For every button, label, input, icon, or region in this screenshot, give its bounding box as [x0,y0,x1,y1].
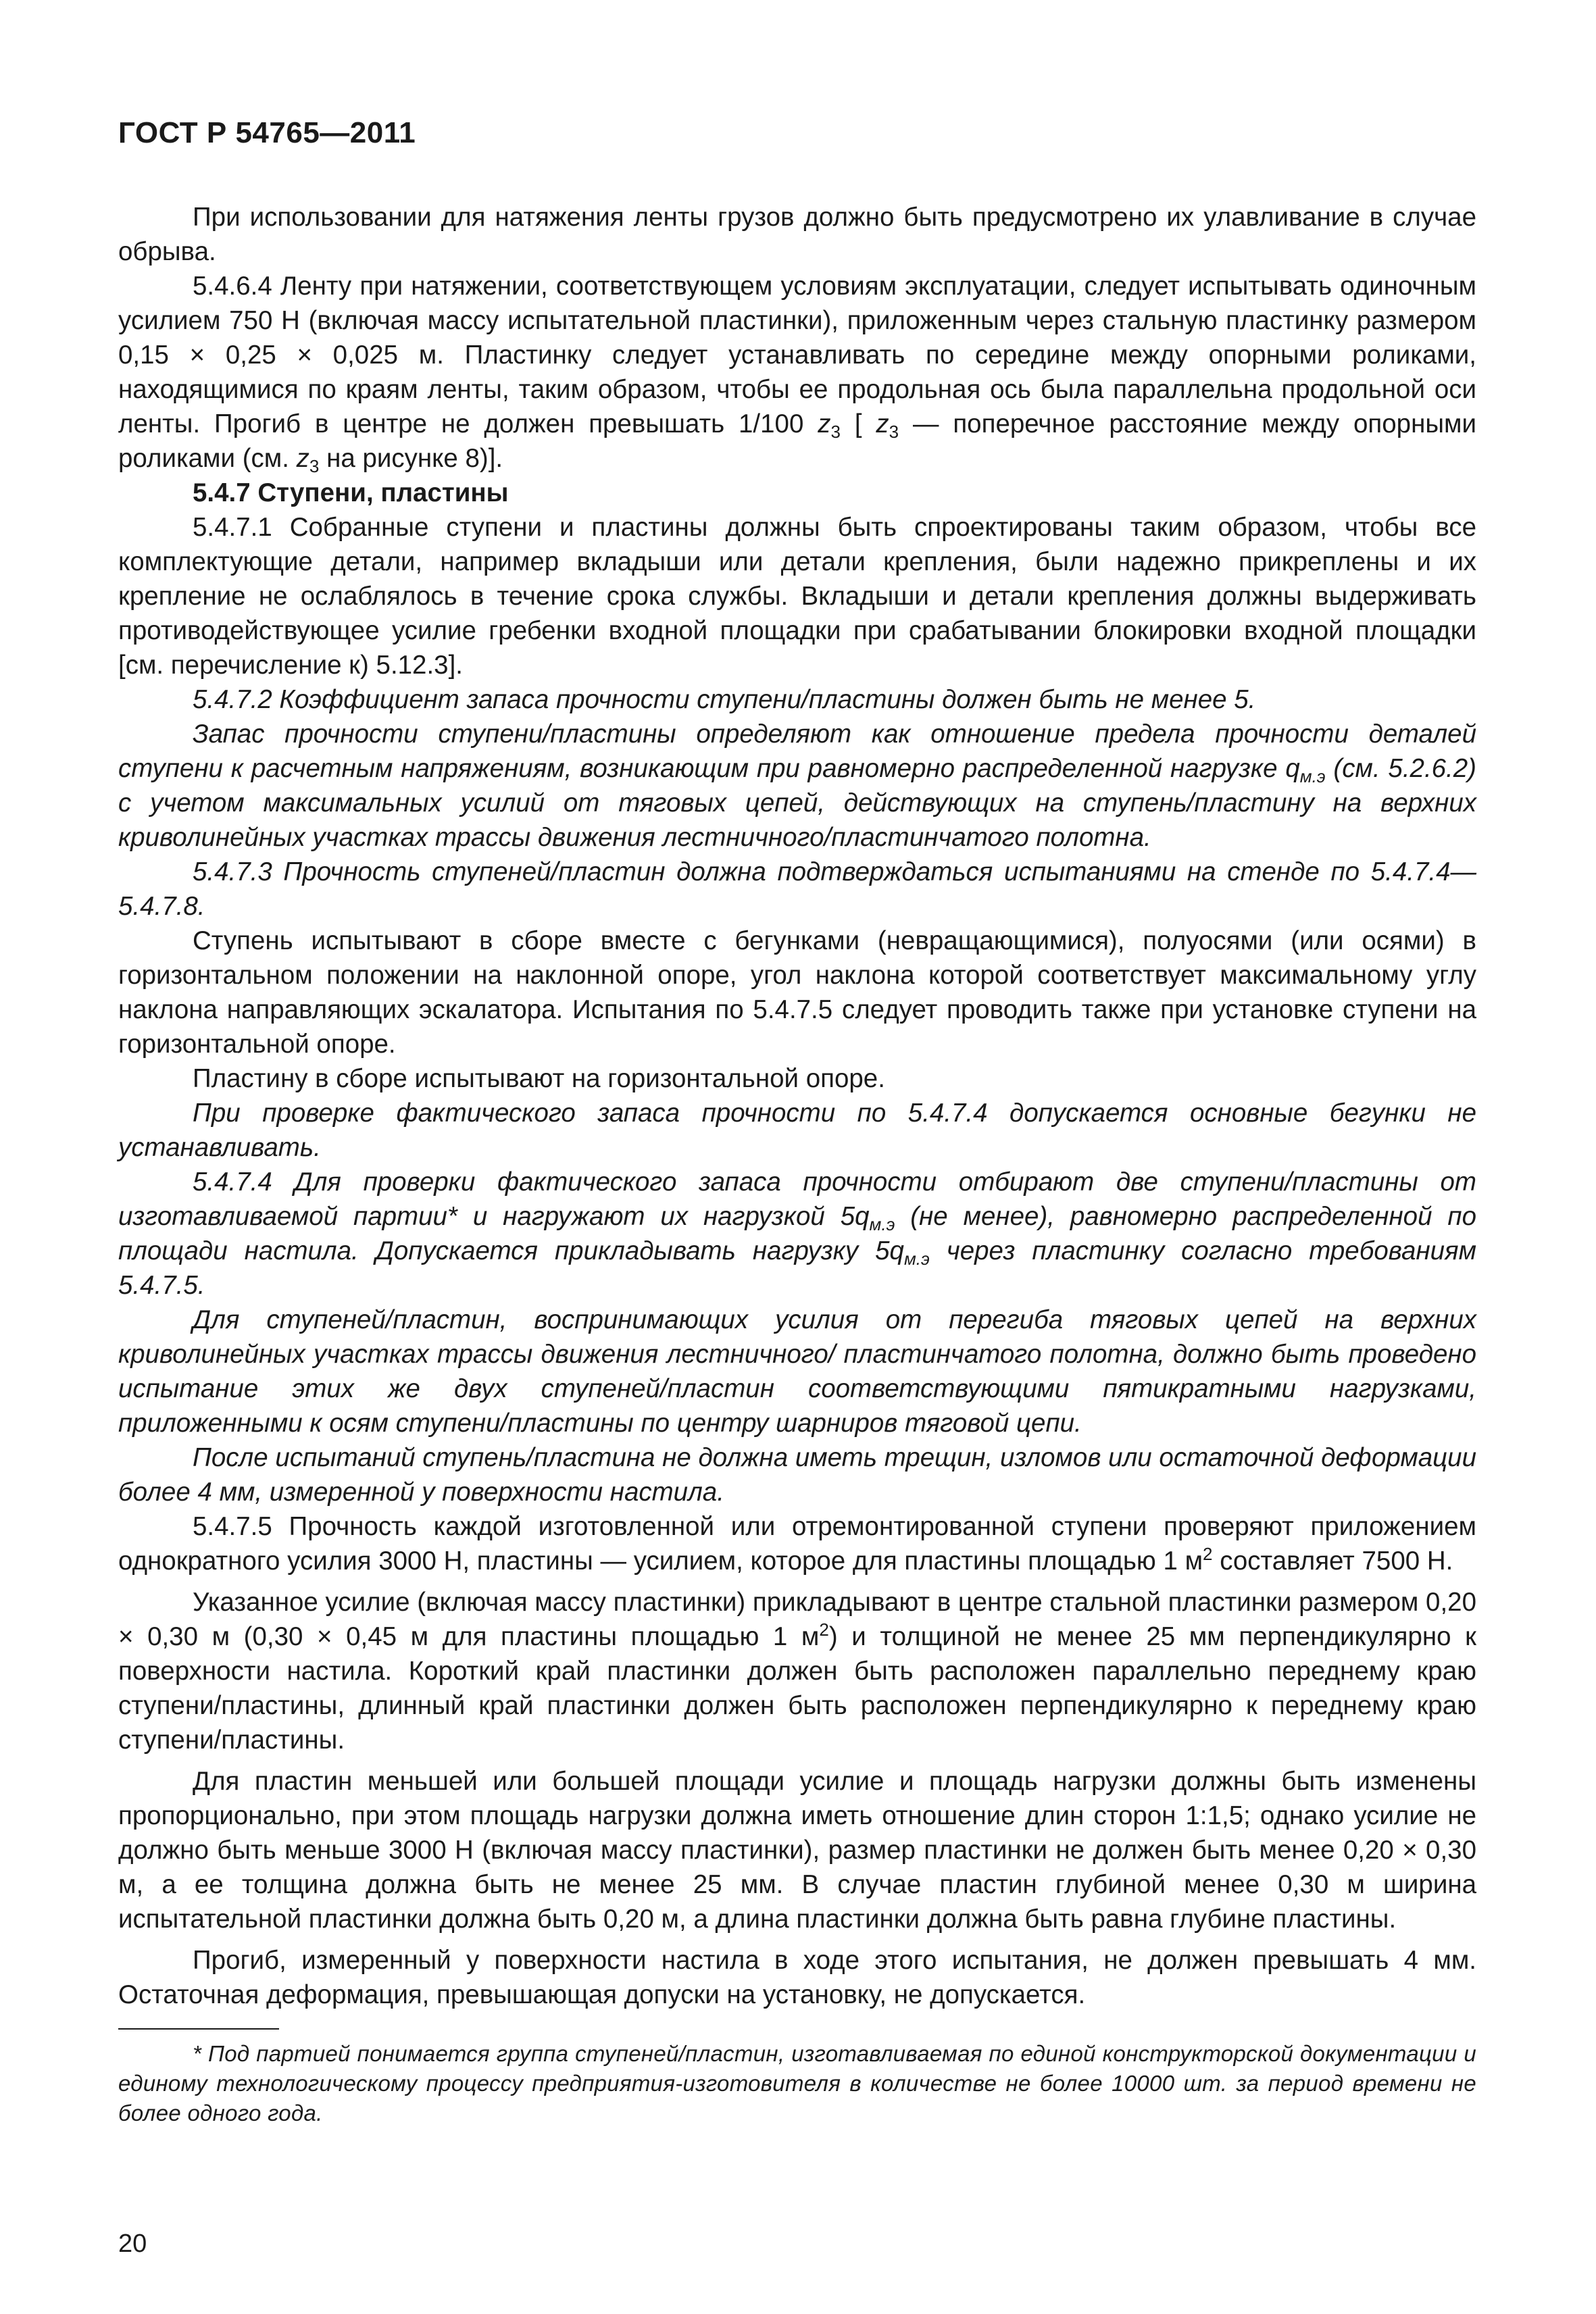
paragraph [118,200,1476,269]
paragraph-text: 5.4.7.5 Прочность каждой изготовленной или отремонтированной ступени проверяют приложением однократного усилия 3000 Н, пластины — усилием, которое для пластины площадью 1 $м^2$ составляет 7500 Н. [118,1512,1476,1576]
paragraph [118,1165,1476,1303]
paragraph: 5.4.7.3 Прочность ступеней/пластин должна подтверждаться испытаниями на стенде по 5.4.7.4—5.4.7.8. [118,857,1476,921]
paragraph-text: 5.4.6.4 Ленту при натяжении, соответствующем условиям эксплуатации, следует испытывать одиночным усилием 750 Н (включая массу испытательной пластинки), приложенным через стальную пластинку размером 0,15 × 0,25 × 0,025 м. Пластинку следует устанавливать по середине между опорными роликами, находящимися по краям ленты, таким образом, чтобы ее продольная ось была параллельна продольной оси ленты. Прогиб в центре не должен превышать 1/100 $z_3$ [ $z_3$ — поперечное расстояние между опорными роликами (см. $z_3$ на рисунке 8)]. [118,272,1477,476]
paragraph [118,1509,1476,1578]
footnote-separator [118,2028,279,2030]
footnote: * Под партией понимается группа ступеней/пластин, изготавливаемая по единой конструкторской документации и единому технологическому процессу предприятия-изготовителя в количестве не более 10000 шт. за период времени не более одного года. [118,2041,1476,2126]
paragraph: После испытаний ступень/пластина не должна иметь трещин, изломов или остаточной деформации более 4 мм, измеренной у поверхности настила. [118,1443,1476,1507]
document-body [118,200,1476,2128]
paragraph-text: Указанное усилие (включая массу пластинки) прикладывают в центре стальной пластинки размером 0,20 × 0,30 м (0,30 × 0,45 м для пластины площадью 1 $м^2$) и толщиной не менее 25 мм перпендикулярно к поверхности настила. Короткий край пластинки должен быть расположен параллельно переднему краю ступени/пластины, длинный край пластинки должен быть расположен перпендикулярно к переднему краю ступени/пластины. [118,1588,1477,1755]
section-heading: 5.4.7 Ступени, пластины [193,478,509,507]
paragraph: Пластину в сборе испытывают на горизонтальной опоре. [193,1064,885,1093]
page-number: 20 [118,2230,147,2258]
paragraph-text: При использовании для натяжения ленты грузов должно быть предусмотрено их улавливание в случае обрыва. [118,203,1476,266]
paragraph-text: Запас прочности ступени/пластины определяют как отношение предела прочности деталей ступени к расчетным напряжениям, возникающим при равномерно распределенной нагрузке $q_{м.э}$ (см. 5.2.6.2) с учетом максимальных усилий от тяговых цепей, действующих на ступень/пластину на верхних криволинейных участках трассы движения лестничного/пластинчатого полотна. [118,720,1476,852]
paragraph: Прогиб, измеренный у поверхности настила в ходе этого испытания, не должен превышать 4 мм. Остаточная деформация, превышающая допуски на установку, не допускается. [118,1946,1476,2009]
paragraph: Для пластин меньшей или большей площади усилие и площадь нагрузки должны быть изменены пропорционально, при этом площадь нагрузки должна иметь отношение длин сторон 1:1,5; однако усилие не должно быть меньше 3000 Н (включая массу пластинки), размер пластинки не должен быть менее 0,20 × 0,30 м, а ее толщина должна быть не менее 25 мм. В случае пластин глубиной менее 0,30 м ширина испытательной пластинки должна быть 0,20 м, а длина пластинки должна быть равна глубине пластины. [118,1767,1476,1934]
paragraph [118,269,1476,476]
paragraph [118,717,1476,855]
paragraph: Ступень испытывают в сборе вместе с бегунками (невращающимися), полуосями (или осями) в горизонтальном положении на наклонной опоре, угол наклона которой соответствует максимальному углу наклона направляющих эскалатора. Испытания по 5.4.7.5 следует проводить также при установке ступени на горизонтальной опоре. [118,926,1476,1059]
paragraph: При проверке фактического запаса прочности по 5.4.7.4 допускается основные бегунки не устанавливать. [118,1099,1476,1162]
document-header: ГОСТ Р 54765—2011 [118,116,416,149]
paragraph: 5.4.7.2 Коэффициент запаса прочности ступени/пластины должен быть не менее 5. [193,685,1256,714]
paragraph: Для ступеней/пластин, воспринимающих усилия от перегиба тяговых цепей на верхних криволинейных участках трассы движения лестничного/ пластинчатого полотна, должно быть проведено испытание этих же двух ступеней/пластин соответствующими пятикратными нагрузками, приложенными к осям ступени/пластины по центру шарниров тяговой цепи. [118,1305,1476,1438]
paragraph-text: 5.4.7.4 Для проверки фактического запаса прочности отбирают две ступени/пластины от изготавливаемой партии* и нагружают их нагрузкой $5q_{м.э}$ (не менее), равномерно распределенной по площади настила. Допускается прикладывать нагрузку $5q_{м.э}$ через пластинку согласно требованиям 5.4.7.5. [118,1167,1476,1300]
paragraph: 5.4.7.1 Собранные ступени и пластины должны быть спроектированы таким образом, чтобы все комплектующие детали, например вкладыши или детали крепления, были надежно прикреплены и их крепление не ослаблялось в течение срока службы. Вкладыши и детали крепления должны выдерживать противодействующее усилие гребенки входной площадки при срабатывании блокировки входной площадки [см. перечисление к) 5.12.3]. [118,513,1476,680]
paragraph [118,1585,1476,1757]
